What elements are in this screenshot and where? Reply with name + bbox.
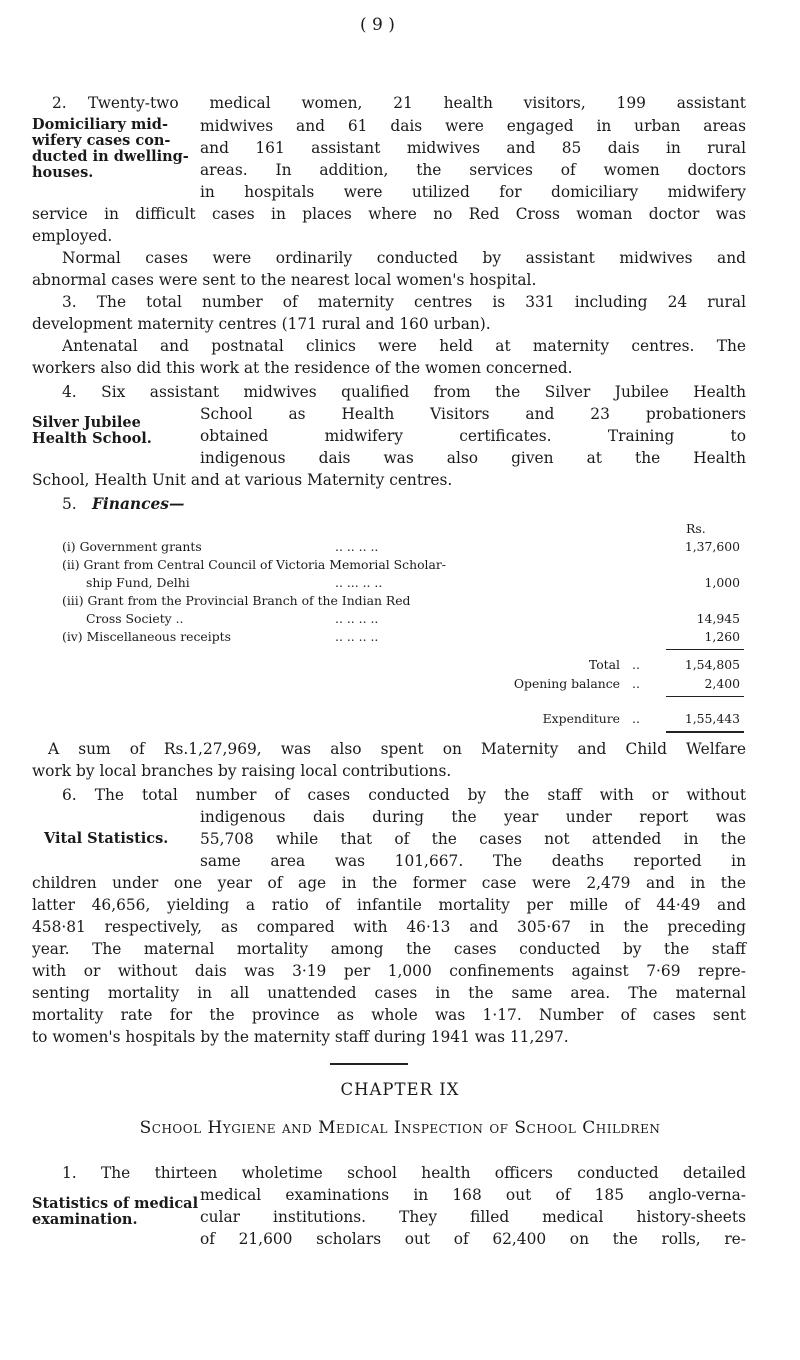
section-6-line-6: latter 46,656, yielding a ratio of infantile mortality per mille of 44·49 and bbox=[32, 896, 746, 914]
section-4-line-1: 4. Six assistant midwives qualified from the Silver Jubilee Health bbox=[62, 383, 746, 401]
finance-item-4-label: (iv) Miscellaneous receipts bbox=[62, 629, 231, 644]
opening-balance-amount: 2,400 bbox=[704, 676, 740, 691]
finances-heading: Finances— bbox=[92, 495, 185, 513]
chapter-section-1-line-4: of 21,600 scholars out of 62,400 on the rolls, re- bbox=[200, 1230, 746, 1248]
finance-item-4-amount: 1,260 bbox=[704, 629, 740, 644]
finance-item-2-dots: .. ... .. .. bbox=[335, 575, 383, 590]
section-6-line-10: senting mortality in all unattended cases in the same area. The maternal bbox=[32, 984, 746, 1002]
opening-balance-dots: .. bbox=[632, 676, 640, 691]
section-2-line-3: and 161 assistant midwives and 85 dais in rural bbox=[200, 139, 746, 157]
currency-label: Rs. bbox=[686, 521, 706, 536]
finance-item-2-label-cont: ship Fund, Delhi bbox=[86, 575, 190, 590]
rule-before-expenditure bbox=[666, 696, 744, 697]
section-2-line-7: employed. bbox=[32, 227, 113, 245]
finance-item-2-label: (ii) Grant from Central Council of Victoria Memorial Scholar- bbox=[62, 557, 446, 572]
section-6-line-11: mortality rate for the province as whole was 1·17. Number of cases sent bbox=[32, 1006, 746, 1024]
margin-note-statistics-2: examination. bbox=[32, 1211, 138, 1228]
margin-note-vital-statistics: Vital Statistics. bbox=[44, 830, 169, 847]
section-4-line-4: indigenous dais was also given at the Health bbox=[200, 449, 746, 467]
section-2-line-9: abnormal cases were sent to the nearest local women's hospital. bbox=[32, 271, 537, 289]
finance-item-3-amount: 14,945 bbox=[696, 611, 740, 626]
margin-note-domiciliary-1: Domiciliary mid- bbox=[32, 116, 168, 133]
section-6-line-1: 6. The total number of cases conducted by the staff with or without bbox=[62, 786, 746, 804]
section-2-line-4: areas. In addition, the services of women doctors bbox=[200, 161, 746, 179]
finance-item-3-label-cont: Cross Society .. bbox=[86, 611, 184, 626]
section-2-number: 2. bbox=[52, 94, 67, 112]
section-2-line-6: service in difficult cases in places where no Red Cross woman doctor was bbox=[32, 205, 746, 223]
chapter-section-1-line-1: 1. The thirteen wholetime school health officers conducted detailed bbox=[62, 1164, 746, 1182]
finance-item-3-dots: .. .. .. .. bbox=[335, 611, 379, 626]
chapter-subtitle: School Hygiene and Medical Inspection of School Children bbox=[139, 1118, 661, 1138]
chapter-title: CHAPTER IX bbox=[340, 1080, 460, 1099]
section-2-line-2: midwives and 61 dais were engaged in urban areas bbox=[200, 117, 746, 135]
section-4-line-5: School, Health Unit and at various Maternity centres. bbox=[32, 471, 453, 489]
chapter-section-1-line-3: cular institutions. They filled medical history-sheets bbox=[200, 1208, 746, 1226]
section-6-line-5: children under one year of age in the former case were 2,479 and in the bbox=[32, 874, 746, 892]
finance-item-1-label: (i) Government grants bbox=[62, 539, 202, 554]
finances-number: 5. bbox=[62, 495, 77, 513]
rule-after-expenditure bbox=[666, 731, 744, 733]
section-2-line-1: Twenty-two medical women, 21 health visitors, 199 assistant bbox=[88, 94, 746, 112]
section-6-line-9: with or without dais was 3·19 per 1,000 confinements against 7·69 repre- bbox=[32, 962, 746, 980]
margin-note-silver-jubilee-2: Health School. bbox=[32, 430, 152, 447]
section-3-line-2: development maternity centres (171 rural and 160 urban). bbox=[32, 315, 491, 333]
finance-item-1-amount: 1,37,600 bbox=[684, 539, 740, 554]
total-dots: .. bbox=[632, 657, 640, 672]
finance-item-1-dots: .. .. .. .. bbox=[335, 539, 379, 554]
expenditure-dots: .. bbox=[632, 711, 640, 726]
total-amount: 1,54,805 bbox=[684, 657, 740, 672]
finance-item-3-label: (iii) Grant from the Provincial Branch of the Indian Red bbox=[62, 593, 411, 608]
section-2-line-5: in hospitals were utilized for domiciliary midwifery bbox=[200, 183, 746, 201]
expenditure-label: Expenditure bbox=[542, 711, 620, 726]
section-6-line-4: same area was 101,667. The deaths reported in bbox=[200, 852, 746, 870]
section-4-line-2: School as Health Visitors and 23 probationers bbox=[200, 405, 746, 423]
section-6-line-3: 55,708 while that of the cases not attended in the bbox=[200, 830, 746, 848]
section-3-line-3: Antenatal and postnatal clinics were held at maternity centres. The bbox=[62, 337, 746, 355]
finances-after-line-2: work by local branches by raising local contributions. bbox=[32, 762, 452, 780]
chapter-section-1-line-2: medical examinations in 168 out of 185 anglo-verna- bbox=[200, 1186, 746, 1204]
rule-before-total bbox=[666, 649, 744, 650]
total-label: Total bbox=[588, 657, 620, 672]
section-3-line-1: 3. The total number of maternity centres is 331 including 24 rural bbox=[62, 293, 746, 311]
section-6-line-8: year. The maternal mortality among the cases conducted by the staff bbox=[32, 940, 746, 958]
finance-item-4-dots: .. .. .. .. bbox=[335, 629, 379, 644]
margin-note-domiciliary-2: wifery cases con- bbox=[32, 132, 171, 149]
finance-item-2-amount: 1,000 bbox=[704, 575, 740, 590]
section-2-line-8: Normal cases were ordinarily conducted by assistant midwives and bbox=[62, 249, 746, 267]
expenditure-amount: 1,55,443 bbox=[684, 711, 740, 726]
page-number: ( 9 ) bbox=[360, 15, 395, 35]
section-6-line-12: to women's hospitals by the maternity staff during 1941 was 11,297. bbox=[32, 1028, 569, 1046]
section-6-line-7: 458·81 respectively, as compared with 46·13 and 305·67 in the preceding bbox=[32, 918, 746, 936]
margin-note-statistics-1: Statistics of medical bbox=[32, 1195, 199, 1212]
finances-after-line-1: A sum of Rs.1,27,969, was also spent on Maternity and Child Welfare bbox=[48, 740, 746, 758]
section-6-line-2: indigenous dais during the year under report was bbox=[200, 808, 746, 826]
margin-note-domiciliary-4: houses. bbox=[32, 164, 94, 181]
opening-balance-label: Opening balance bbox=[513, 676, 620, 691]
margin-note-domiciliary-3: ducted in dwelling- bbox=[32, 148, 189, 165]
chapter-separator-rule bbox=[330, 1063, 408, 1065]
section-4-line-3: obtained midwifery certificates. Training to bbox=[200, 427, 746, 445]
section-3-line-4: workers also did this work at the residence of the women concerned. bbox=[32, 359, 573, 377]
margin-note-silver-jubilee-1: Silver Jubilee bbox=[32, 414, 141, 431]
